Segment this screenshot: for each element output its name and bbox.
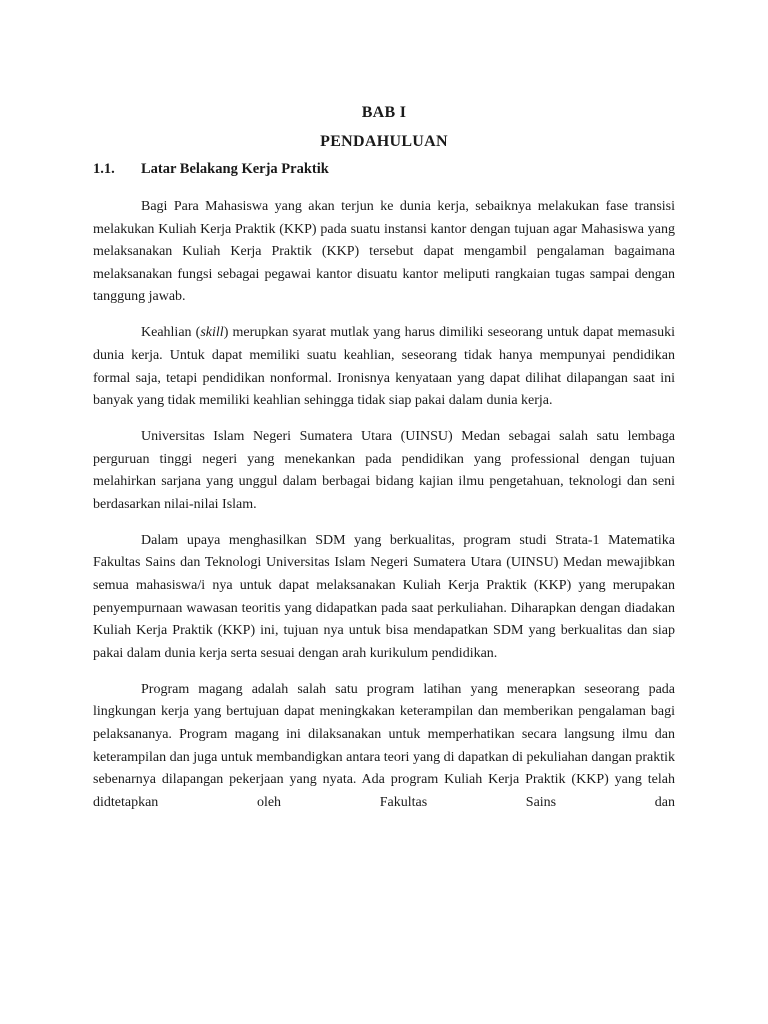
paragraph-4: Dalam upaya menghasilkan SDM yang berkualitas, program studi Strata-1 Matematika Fakultas Sains dan Teknologi Universitas Islam Negeri Sumatera Utara (UINSU) Medan mewajibkan semua mahasiswa/i nya untuk dapat melaksanakan Kuliah Kerja Praktik (KKP) yang merupakan penyempurnaan wawasan teoritis yang didapatkan pada saat perkuliahan. Diharapkan dengan diadakan Kuliah Kerja Praktik (KKP) ini, tujuan nya untuk bisa mendapatkan SDM yang berkualitas dan siap pakai dalam dunia kerja serta sesuai dengan arah kurikulum pendidikan. bbox=[93, 532, 675, 661]
document-page bbox=[93, 0, 675, 1024]
chapter-number: BAB I bbox=[361, 104, 407, 121]
body-text bbox=[93, 196, 675, 828]
paragraph-3: Universitas Islam Negeri Sumatera Utara (UINSU) Medan sebagai salah satu lembaga perguruan tinggi negeri yang menekankan pada pendidikan yang professional dengan tujuan melahirkan sarjana yang unggul dalam berbagai bidang kajian ilmu pengetahuan, teknologi dan seni berdasarkan nilai-nilai Islam. bbox=[93, 429, 675, 512]
section-title: Latar Belakang Kerja Praktik bbox=[141, 161, 329, 177]
section-number: 1.1. bbox=[93, 161, 115, 177]
skill-term: skill bbox=[200, 325, 224, 341]
paragraph-2-start: Keahlian ( bbox=[141, 325, 201, 341]
paragraph-5: Program magang adalah salah satu program latihan yang menerapkan seseorang pada lingkungan kerja yang bertujuan dapat meningkakan keterampilan dan memberikan pengalaman bagi pelaksananya. Program magang ini dilaksanakan untuk memperhatikan secara langsung ilmu dan keterampilan dan juga untuk membandigkan antara teori yang di dapatkan di pekuliahan dangan praktik sebenarnya dilapangan pekerjaan yang nyata. Ada program Kuliah Kerja Praktik (KKP) yang telah didtetapkan oleh Fakultas Sains dan bbox=[93, 681, 675, 810]
paragraph-1: Bagi Para Mahasiswa yang akan terjun ke dunia kerja, sebaiknya melakukan fase transisi melakukan Kuliah Kerja Praktik (KKP) pada suatu instansi kantor dengan tujuan agar Mahasiswa yang melaksanakan Kuliah Kerja Praktik (KKP) tersebut dapat mengambil pengalaman bagaimana melaksanakan fungsi sebagai pegawai kantor disuatu kantor meliputi rangkaian tugas sampai dengan tanggung jawab. bbox=[93, 199, 675, 305]
chapter-title: PENDAHULUAN bbox=[320, 133, 448, 150]
section-heading bbox=[93, 161, 675, 178]
paragraph-2 bbox=[93, 322, 675, 412]
paragraph-2-rest: ) merupkan syarat mutlak yang harus dimiliki seseorang untuk dapat memasuki dunia kerja. Untuk dapat memiliki suatu keahlian, seseorang tidak hanya mempunyai pendidikan formal saja, tetapi pendidikan nonformal. Ironisnya kenyataan yang dapat dilihat dilapangan saat ini banyak yang tidak memiliki keahlian sehingga tidak siap pakai dalam dunia kerja. bbox=[93, 325, 676, 409]
